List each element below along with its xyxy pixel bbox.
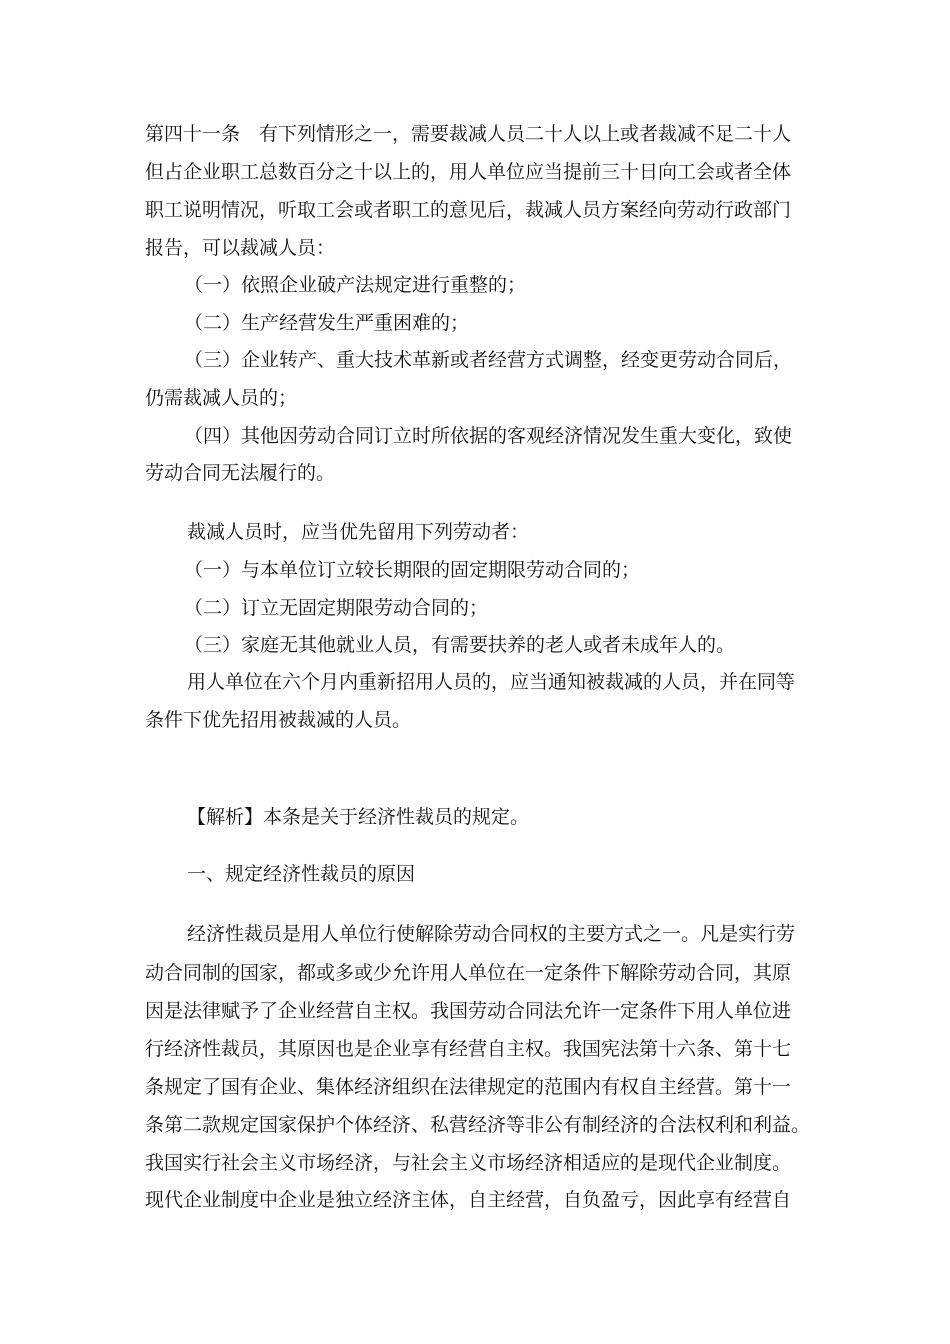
article-line-2: 但占企业职工总数百分之十以上的，用人单位应当提前三十日向工会或者全体 — [145, 161, 792, 183]
clause-item-4: （四）其他因劳动合同订立时所依据的客观经济情况发生重大变化，致使 — [184, 425, 793, 447]
analysis-intro: 【解析】本条是关于经济性裁员的规定。 — [187, 806, 530, 828]
clause-item-1: （一）依照企业破产法规定进行重整的； — [184, 274, 527, 296]
rehire-line-1: 用人单位在六个月内重新招用人员的，应当通知被裁减的人员，并在同等 — [187, 671, 796, 693]
article-line-3: 职工说明情况，听取工会或者职工的意见后，裁减人员方案经向劳动行政部门 — [145, 199, 792, 221]
body-line-5: 条规定了国有企业、集体经济组织在法律规定的范围内有权自主经营。第十一 — [145, 1076, 792, 1098]
body-line-1: 经济性裁员是用人单位行使解除劳动合同权的主要方式之一。凡是实行劳 — [187, 923, 796, 945]
article-line-1: 第四十一条 有下列情形之一，需要裁减人员二十人以上或者裁减不足二十人 — [145, 123, 792, 145]
retention-intro: 裁减人员时，应当优先留用下列劳动者： — [187, 521, 530, 543]
retention-item-1: （一）与本单位订立较长期限的固定期限劳动合同的； — [184, 559, 641, 581]
body-line-6: 条第二款规定国家保护个体经济、私营经济等非公有制经济的合法权利和利益。 — [145, 1114, 811, 1136]
rehire-line-2: 条件下优先招用被裁减的人员。 — [145, 709, 412, 731]
retention-item-2: （二）订立无固定期限劳动合同的； — [184, 597, 489, 619]
body-line-3: 因是法律赋予了企业经营自主权。我国劳动合同法允许一定条件下用人单位进 — [145, 1000, 792, 1022]
clause-item-3-cont: 仍需裁减人员的； — [145, 387, 298, 409]
body-line-2: 动合同制的国家，都或多或少允许用人单位在一定条件下解除劳动合同，其原 — [145, 962, 792, 984]
body-line-7: 我国实行社会主义市场经济，与社会主义市场经济相适应的是现代企业制度。 — [145, 1152, 792, 1174]
retention-item-3: （三）家庭无其他就业人员，有需要扶养的老人或者未成年人的。 — [184, 634, 736, 656]
section-heading: 一、规定经济性裁员的原因 — [187, 863, 416, 885]
article-line-4: 报告，可以裁减人员： — [145, 237, 336, 259]
body-line-4: 行经济性裁员，其原因也是企业享有经营自主权。我国宪法第十六条、第十七 — [145, 1038, 792, 1060]
clause-item-4-cont: 劳动合同无法履行的。 — [145, 462, 336, 484]
body-line-8: 现代企业制度中企业是独立经济主体，自主经营，自负盈亏，因此享有经营自 — [145, 1189, 792, 1211]
clause-item-3: （三）企业转产、重大技术革新或者经营方式调整，经变更劳动合同后， — [184, 349, 793, 371]
clause-item-2: （二）生产经营发生严重困难的； — [184, 312, 470, 334]
